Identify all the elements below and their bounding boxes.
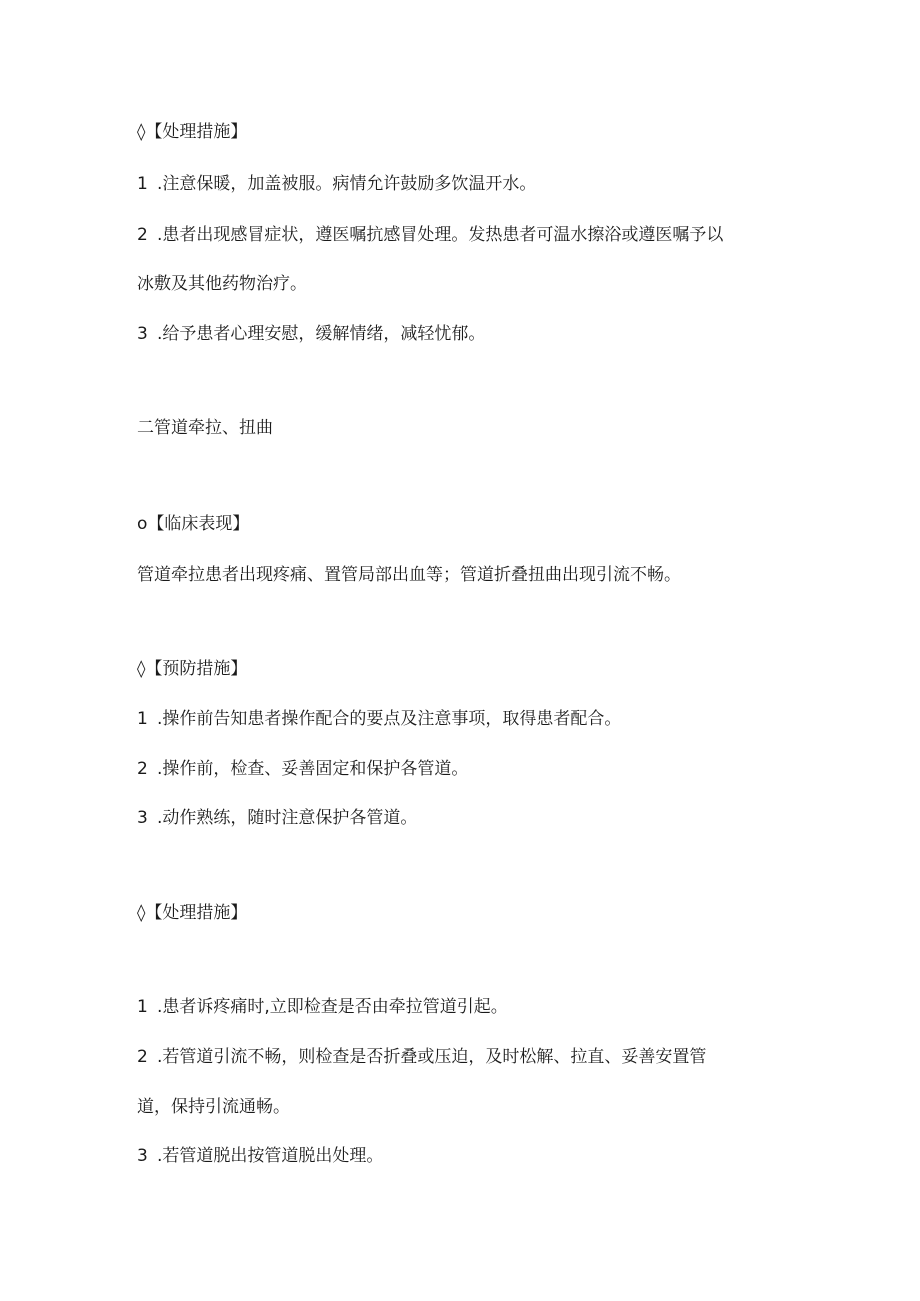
section-title: 二管道牵拉、扭曲: [137, 418, 273, 438]
item-text: .若管道引流不畅，则检查是否折叠或压迫，及时松解、拉直、妥善安置管: [157, 1047, 707, 1067]
item-number: 2: [137, 225, 148, 245]
item-text: .动作熟练，随时注意保护各管道。: [157, 808, 418, 828]
list-item: [137, 172, 536, 196]
item-number: 2: [137, 1047, 148, 1067]
list-item: [137, 322, 485, 346]
item-number: 1: [137, 174, 148, 194]
list-item: [137, 757, 468, 781]
treatment-heading-1: ◊【处理措施】: [137, 122, 248, 142]
item-text: .患者诉疼痛时,立即检查是否由牵拉管道引起。: [157, 997, 508, 1017]
list-item: [137, 707, 621, 731]
item-text: .注意保暖，加盖被服。病情允许鼓励多饮温开水。: [157, 174, 537, 194]
list-item: [137, 1144, 383, 1168]
item-number: 3: [137, 324, 148, 344]
item-continuation: 道，保持引流通畅。: [137, 1097, 290, 1117]
clinical-heading: o【临床表现】: [137, 514, 250, 534]
item-number: 3: [137, 1146, 148, 1166]
item-text: .操作前，检查、妥善固定和保护各管道。: [157, 759, 469, 779]
treatment-heading-2: ◊【处理措施】: [137, 903, 248, 923]
prevention-heading: ◊【预防措施】: [137, 659, 248, 679]
item-number: 3: [137, 808, 148, 828]
item-number: 1: [137, 997, 148, 1017]
item-text: .操作前告知患者操作配合的要点及注意事项，取得患者配合。: [157, 709, 622, 729]
list-item: [137, 806, 417, 830]
clinical-text: 管道牵拉患者出现疼痛、置管局部出血等；管道折叠扭曲出现引流不畅。: [137, 565, 681, 585]
item-text: .给予患者心理安慰，缓解情绪，减轻忧郁。: [157, 324, 486, 344]
list-item: [137, 995, 508, 1019]
list-item: [137, 1045, 706, 1069]
item-number: 2: [137, 759, 148, 779]
list-item: [137, 223, 723, 247]
item-continuation: 冰敷及其他药物治疗。: [137, 274, 307, 294]
item-text: .若管道脱出按管道脱出处理。: [157, 1146, 384, 1166]
item-number: 1: [137, 709, 148, 729]
item-text: .患者出现感冒症状，遵医嘱抗感冒处理。发热患者可温水擦浴或遵医嘱予以: [157, 225, 724, 245]
